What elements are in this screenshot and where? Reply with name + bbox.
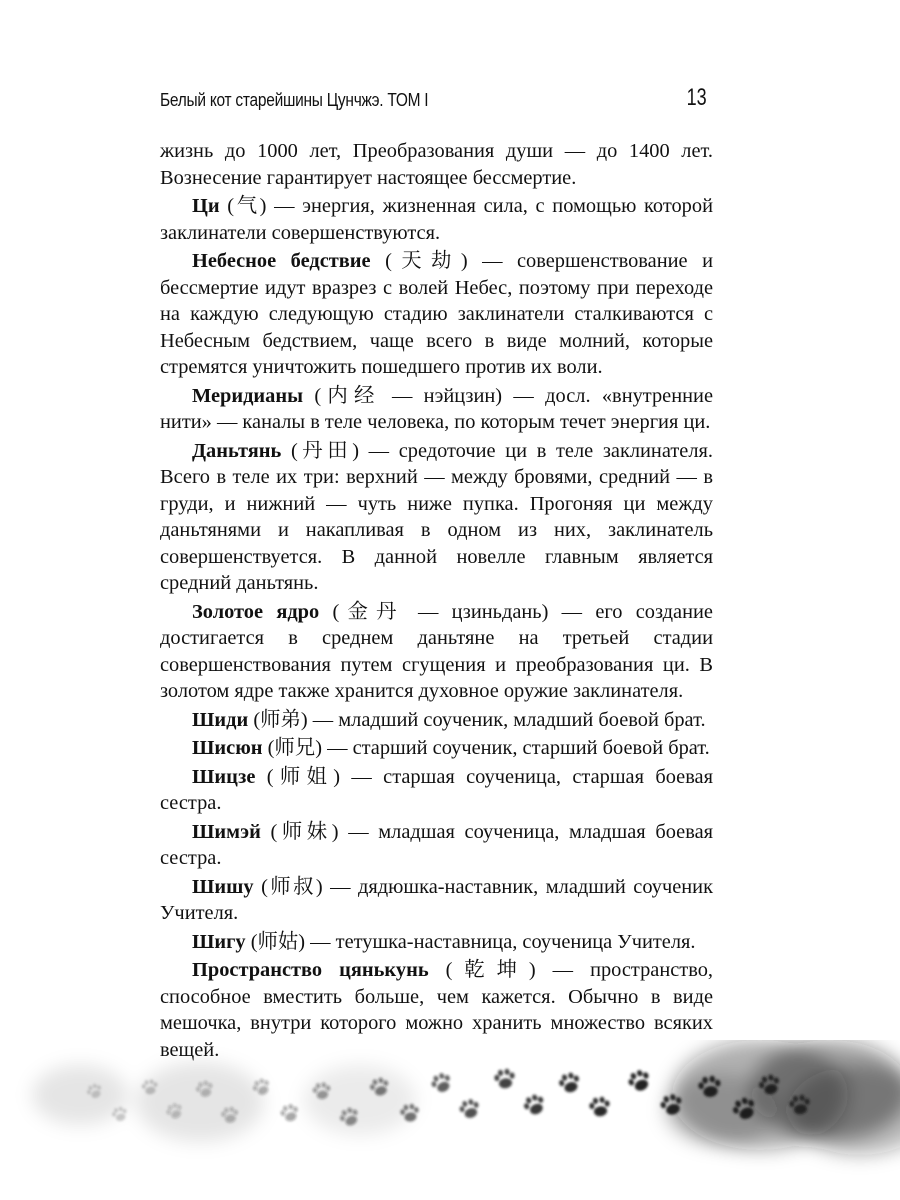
glossary-entry: Шисюн (师兄) — старший соученик, старший боевой брат. [192, 737, 710, 759]
glossary-entry: Шицзе (师姐) — старшая соученица, старшая боевая сестра. [160, 765, 713, 814]
glossary-term: Шицзе [192, 765, 256, 788]
glossary-text [160, 138, 713, 1065]
paw-prints-icon [0, 1040, 900, 1200]
glossary-term: Ци [192, 195, 220, 217]
paw-print [557, 1071, 582, 1095]
glossary-entry: Пространство цянькунь (乾坤) — пространство, способное вместить больше, чем кажется. Обычно в виде мешочка, внутри которого можно хранить множество всяких вещей. [160, 959, 713, 1061]
paw-print [521, 1092, 548, 1118]
glossary-entry: Шиди (师弟) — младший соученик, младший боевой брат. [192, 708, 706, 731]
glossary-paragraph: жизнь до 1000 лет, Преобразования души — до 1400 лет. Вознесение гарантирует настоящее бессмертие. [160, 140, 713, 189]
paw-print [493, 1068, 516, 1090]
glossary-term: Шимэй [192, 820, 261, 843]
glossary-entry: Ци (气) — энергия, жизненная сила, с помощью которой заклинатели совершенствуются. [160, 195, 713, 244]
glossary-term: Шишу [192, 875, 254, 898]
ink-wash [304, 1065, 416, 1135]
glossary-entry: Шимэй (师妹) — младшая соученица, младшая боевая сестра. [160, 820, 713, 869]
running-title: Белый кот старейшины Цунчжэ. ТОМ I [160, 90, 429, 110]
ink-wash [136, 1062, 264, 1142]
glossary-term: Небесное бедствие [192, 250, 371, 272]
glossary-entry: Даньтянь (丹田) — средоточие ци в теле заклинателя. Всего в теле их три: верхний — между бровями, средний — в груди, и нижний — чуть ниже пупка. Прогоняя ци между даньтянями и накапливая в одном из них, заклинатель совершенствуется. В данной новелле главным является средний даньтянь. [160, 439, 713, 594]
paw-print [588, 1096, 611, 1118]
page-header [160, 84, 715, 120]
glossary-entry: Шигу (师姑) — тетушка-наставница, соученица Учителя. [192, 930, 696, 953]
paw-print [429, 1071, 454, 1096]
glossary-entry: Меридианы (内经 — нэйцзин) — досл. «внутренние нити» — каналы в теле человека, по которым течет энергия ци. [160, 384, 713, 433]
glossary-term: Золотое ядро [192, 600, 320, 623]
glossary-term: Шиди [192, 708, 249, 731]
glossary-term: Даньтянь [192, 439, 282, 462]
paw-print [458, 1097, 482, 1120]
page-number: 13 [686, 84, 707, 111]
glossary-term: Шисюн [192, 737, 263, 759]
paw-print [626, 1067, 654, 1094]
glossary-term: Шигу [192, 930, 246, 953]
glossary-term: Меридианы [192, 384, 304, 407]
glossary-entry: Золотое ядро (金丹 — цзиньдань) — его создание достигается в среднем даньтяне на третьей стадии совершенствования путем сгущения и преобразования ци. В золотом ядре также хранится духовное оружие заклинателя. [160, 600, 713, 702]
glossary-term: Пространство цянькунь [192, 959, 429, 981]
glossary-entry: Шишу (师叔) — дядюшка-наставник, младший соученик Учителя. [160, 875, 713, 924]
paw-print [279, 1103, 301, 1124]
glossary-entry: Небесное бедствие (天劫) — совершенствование и бессмертие идут вразрез с волей Небес, поэтому при переходе на каждую следующую стадию заклинатели сталкиваются с Небесным бедствием, чаще всего в виде молний, которые стремятся уничтожить пошедшего против их воли. [160, 250, 713, 378]
